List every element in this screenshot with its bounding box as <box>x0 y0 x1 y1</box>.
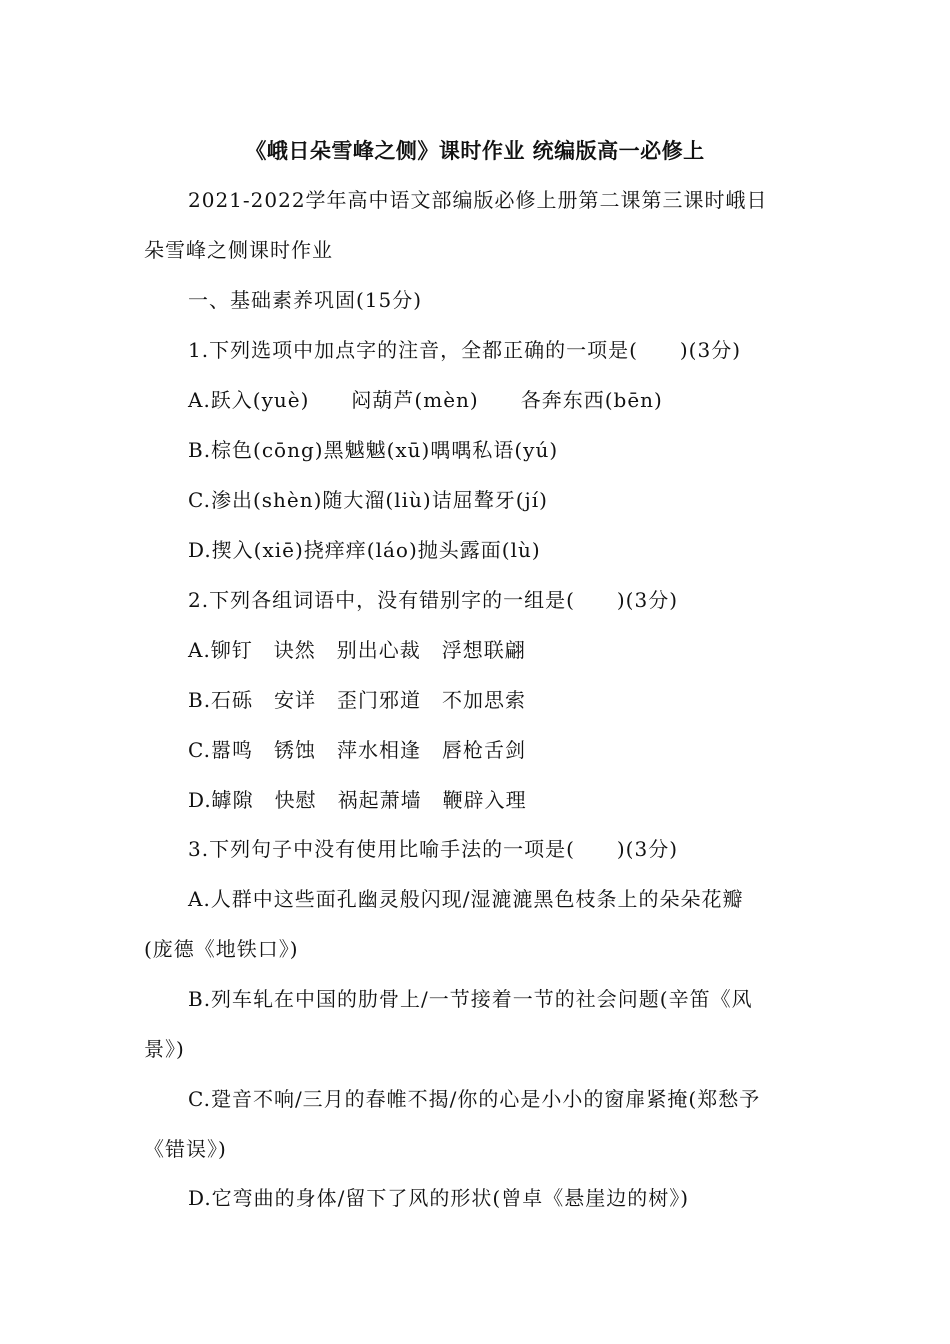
question-3-option-b-line-2: 景》) <box>144 1037 185 1061</box>
question-3-option-d: D.它弯曲的身体/留下了风的形状(曾卓《悬崖边的树》) <box>188 1186 690 1210</box>
question-3-option-b-line-1: B.列车轧在中国的肋骨上/一节接着一节的社会问题(辛笛《风 <box>188 987 753 1011</box>
question-3-stem: 3.下列句子中没有使用比喻手法的一项是( )(3分) <box>188 837 679 861</box>
question-1-option-c: C.渗出(shèn)随大溜(liù)诘屈聱牙(jí) <box>188 488 548 512</box>
question-3-option-a-line-2: (庞德《地铁口》) <box>144 937 299 961</box>
intro-line-2: 朵雪峰之侧课时作业 <box>144 238 333 262</box>
question-3-option-c-line-2: 《错误》) <box>144 1137 227 1161</box>
question-2-option-b: B.石砾 安详 歪门邪道 不加思索 <box>188 688 527 712</box>
question-1-option-d: D.揳入(xiē)挠痒痒(láo)抛头露面(lù) <box>188 538 541 562</box>
question-3-option-a-line-1: A.人群中这些面孔幽灵般闪现/湿漉漉黑色枝条上的朵朵花瓣 <box>188 887 744 911</box>
section-heading: 一、基础素养巩固(15分) <box>188 288 423 312</box>
question-2-option-c: C.嚣鸣 锈蚀 萍水相逢 唇枪舌剑 <box>188 738 526 762</box>
document-title: 《峨日朵雪峰之侧》课时作业 统编版高一必修上 <box>245 139 705 163</box>
intro-line-1: 2021-2022学年高中语文部编版必修上册第二课第三课时峨日 <box>188 188 768 212</box>
question-1-stem: 1.下列选项中加点字的注音，全都正确的一项是( )(3分) <box>188 338 742 362</box>
question-2-option-d: D.罅隙 快慰 祸起萧墙 鞭辟入理 <box>188 788 527 812</box>
question-3-option-c-line-1: C.跫音不响/三月的春帷不揭/你的心是小小的窗扉紧掩(郑愁予 <box>188 1087 761 1111</box>
question-1-option-a: A.跃入(yuè) 闷葫芦(mèn) 各奔东西(bēn) <box>188 388 663 412</box>
question-2-stem: 2.下列各组词语中，没有错别字的一组是( )(3分) <box>188 588 679 612</box>
question-2-option-a: A.铆钉 诀然 别出心裁 浮想联翩 <box>188 638 526 662</box>
question-1-option-b: B.棕色(cōng)黑魆魆(xū)喁喁私语(yú) <box>188 438 559 462</box>
